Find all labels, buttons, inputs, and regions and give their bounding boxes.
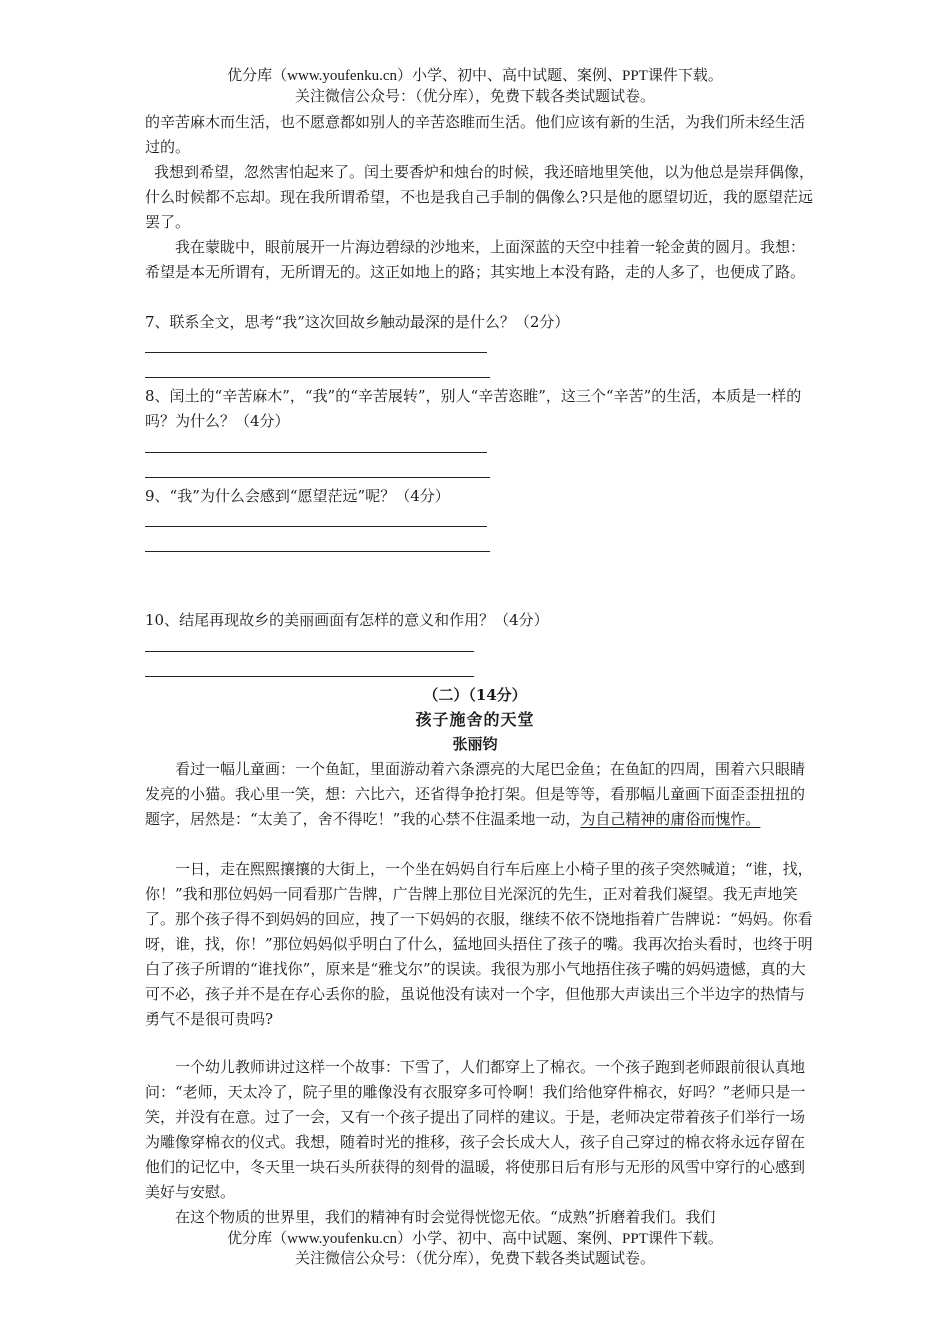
section-heading: （二）（14分） [423, 686, 527, 704]
footer-line-1: 优分库（www.youfenku.cn）小学、初中、高中试题、案例、PPT课件下载。 [227, 1231, 723, 1247]
article-author: 张丽钧 [452, 735, 498, 753]
header-line-1: 优分库（www.youfenku.cn）小学、初中、高中试题、案例、PPT课件下载。 [227, 68, 723, 84]
article-title: 孩子施舍的天堂 [415, 710, 535, 729]
article-paragraph-4: 在这个物质的世界里，我们的精神有时会觉得恍惚无依。“成熟”折磨着我们。我们 [175, 1208, 716, 1226]
answer-line-q10-2[interactable] [145, 676, 474, 677]
answer-line-q7-2[interactable] [145, 377, 490, 378]
answer-line-q9-1[interactable] [145, 526, 487, 527]
question-8: 8、闰土的“辛苦麻木”，“我”的“辛苦展转”，别人“辛苦恣睢”，这三个“辛苦”的生活，本质是一样的吗？为什么？（4分） [145, 387, 802, 430]
answer-line-q8-2[interactable] [145, 477, 490, 478]
passage-paragraph-3: 我在蒙眬中，眼前展开一片海边碧绿的沙地来，上面深蓝的天空中挂着一轮金黄的圆月。我想：希望是本无所谓有，无所谓无的。这正如地上的路；其实地上本没有路，走的人多了，也便成了路。 [145, 238, 806, 281]
article-paragraph-2: 一日，走在熙熙攘攘的大街上，一个坐在妈妈自行车后座上小椅子里的孩子突然喊道；“谁，找，你！”我和那位妈妈一同看那广告牌，广告牌上那位目光深沉的先生，正对着我们凝望。我无声地笑了。那个孩子得不到妈妈的回应，拽了一下妈妈的衣服，继续不依不饶地指着广告牌说：“妈妈。你看呀，谁，找，你！”那位妈妈似乎明白了什么，猛地回头捂住了孩子的嘴。我再次抬头看时，也终于明白了孩子所谓的“谁找你”，原来是“雅戈尔”的误读。我很为那小气地捂住孩子嘴的妈妈遗憾，真的大可不必，孩子并不是在存心丢你的脸，虽说他没有读对一个字，但他那大声读出三个半边字的热情与勇气不是很可贵吗? [145, 860, 813, 1028]
passage-paragraph-2: 我想到希望，忽然害怕起来了。闰土要香炉和烛台的时候，我还暗地里笑他，以为他总是崇拜偶像，什么时候都不忘却。现在我所谓希望，不也是我自己手制的偶像么?只是他的愿望切近，我的愿望茫远罢了。 [145, 163, 815, 231]
answer-line-q7-1[interactable] [145, 352, 487, 353]
footer-line-2: 关注微信公众号：（优分库），免费下载各类试题试卷。 [294, 1251, 655, 1267]
underlined-sentence: 为自己精神的庸俗而愧怍。 [580, 810, 761, 828]
article-paragraph-3: 一个幼儿教师讲过这样一个故事：下雪了，人们都穿上了棉衣。一个孩子跑到老师跟前很认真地问：“老师，天太冷了，院子里的雕像没有衣服穿多可怜啊！我们给他穿件棉衣，好吗？”老师只是一笑，并没有在意。过了一会，又有一个孩子提出了同样的建议。于是，老师决定带着孩子们举行一场为雕像穿棉衣的仪式。我想，随着时光的推移，孩子会长成大人，孩子自己穿过的棉衣将永远存留在他们的记忆中，冬天里一块石头所获得的刻骨的温暖，将使那日后有形与无形的风雪中穿行的心感到美好与安慰。 [145, 1058, 806, 1201]
answer-line-q8-1[interactable] [145, 452, 487, 453]
question-7: 7、联系全文，思考“我”这次回故乡触动最深的是什么？（2分） [145, 313, 570, 331]
question-9: 9、“我”为什么会感到“愿望茫远”呢？（4分） [145, 487, 450, 505]
header-line-2: 关注微信公众号：（优分库），免费下载各类试题试卷。 [294, 89, 655, 105]
question-10: 10、结尾再现故乡的美丽画面有怎样的意义和作用？（4分） [145, 611, 549, 629]
answer-line-q10-1[interactable] [145, 651, 474, 652]
article-paragraph-1-text: 看过一幅儿童画：一个鱼缸，里面游动着六条漂亮的大尾巴金鱼；在鱼缸的四周，围着六只眼睛发亮的小猫。我心里一笑，想：六比六，还省得争抢打架。但是等等，看那幅儿童画下面歪歪扭扭的题字，居然是：“太美了，舍不得吃！”我的心禁不住温柔地一动， [145, 760, 806, 828]
answer-line-q9-2[interactable] [145, 551, 490, 552]
article-paragraph-1 [145, 757, 817, 832]
passage-paragraph-1: 的辛苦麻木而生活，也不愿意都如别人的辛苦恣睢而生活。他们应该有新的生活，为我们所未经生活过的。 [145, 113, 806, 156]
